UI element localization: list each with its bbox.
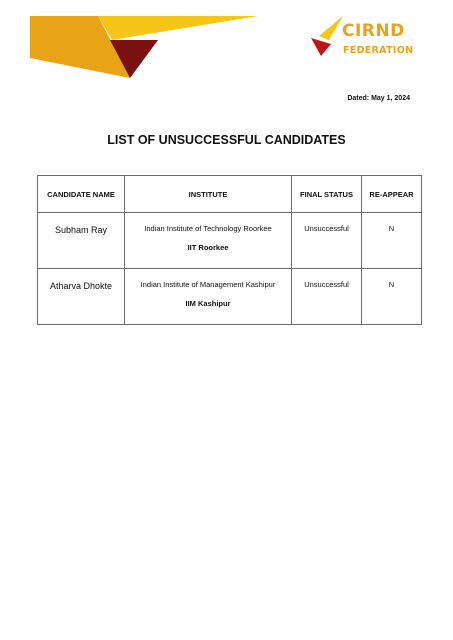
institute-full-name: Indian Institute of Management Kashipur [140,280,276,289]
page-title: LIST OF UNSUCCESSFUL CANDIDATES [107,133,346,147]
candidate-name: Subham Ray [54,225,108,235]
institute-short-name: IIT Roorkee [187,243,229,252]
cirnd-logo-icon [309,14,343,58]
re-appear-cell [362,213,422,269]
candidate-name: Atharva Dhokte [49,281,113,291]
final-status: Unsuccessful [304,224,349,233]
table-row [38,213,422,269]
institute-cell [125,213,292,269]
header-decorative-shapes [0,0,300,90]
re-appear-cell [362,269,422,325]
logo-wordmark: CIRND [342,21,405,41]
column-header-final-status: FINAL STATUS [292,176,362,213]
document-date: Dated: May 1, 2024 [347,95,410,102]
final-status-cell [292,269,362,325]
institute-full-name: Indian Institute of Technology Roorkee [144,224,272,233]
table-row [38,269,422,325]
institute-cell [125,269,292,325]
re-appear-value: N [388,280,395,289]
final-status-cell [292,213,362,269]
column-header-candidate-name: CANDIDATE NAME [38,176,125,213]
candidate-name-cell [38,213,125,269]
candidate-name-cell [38,269,125,325]
column-header-institute: INSTITUTE [125,176,292,213]
logo-subtitle: FEDERATION [343,45,414,56]
institute-short-name: IIM Kashipur [185,299,231,308]
candidates-table [37,175,422,325]
yellow-swoosh-shape [98,16,258,40]
final-status: Unsuccessful [304,280,349,289]
column-header-re-appear: RE-APPEAR [362,176,422,213]
table-header-row [38,176,422,213]
re-appear-value: N [388,224,395,233]
